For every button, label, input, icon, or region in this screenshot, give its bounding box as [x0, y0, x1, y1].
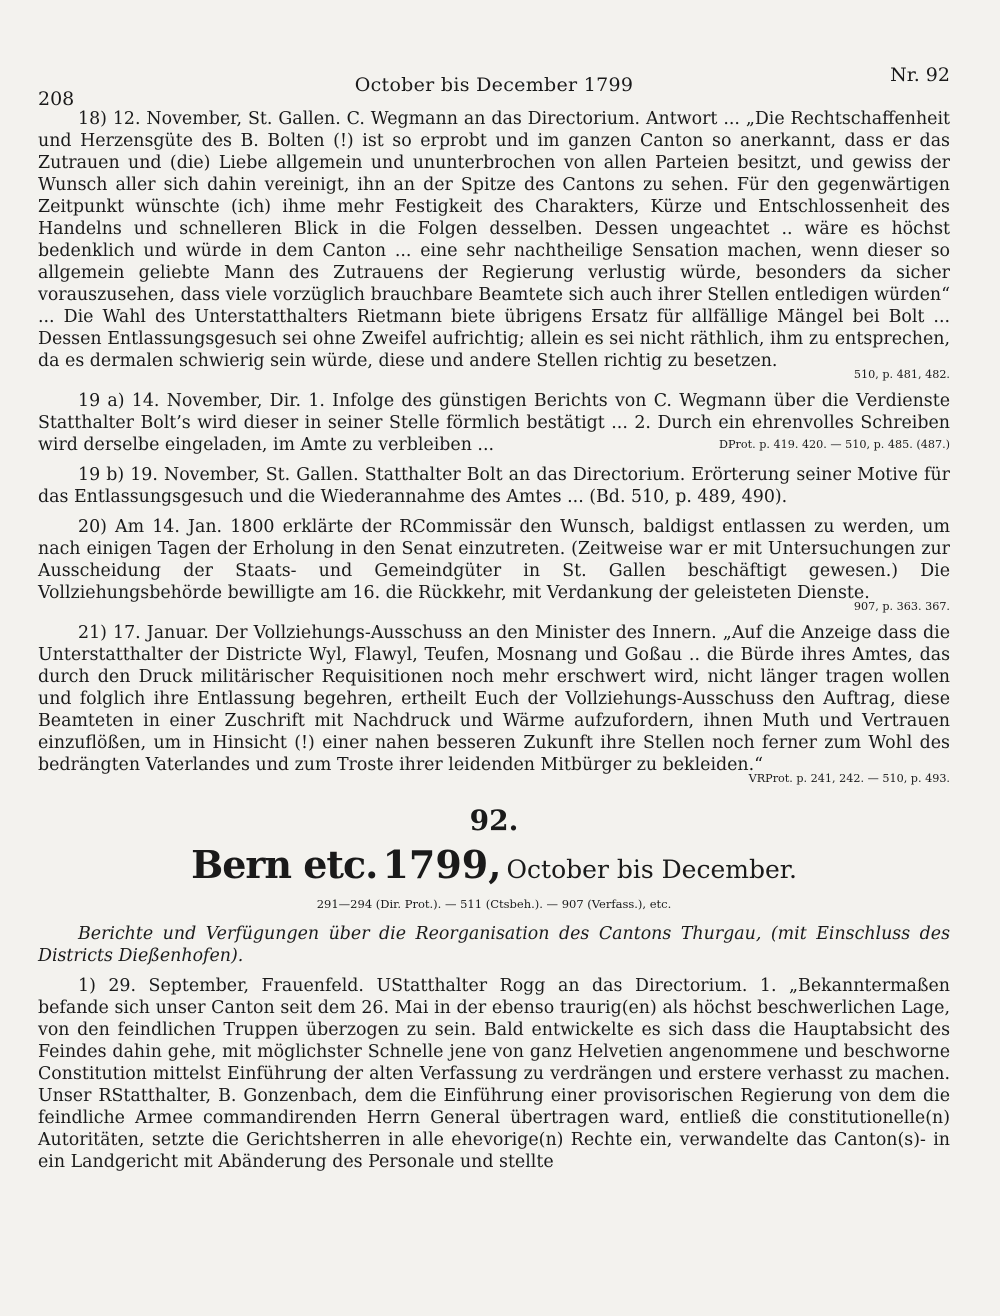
section-period: October bis December. [506, 855, 797, 884]
paragraph-text: 19 b) 19. November, St. Gallen. Statthalter Bolt an das Directorium. Erörterung seiner Motive für das Entlassungsgesuch und die Wiederannahme des Amtes ... (Bd. 510, p. 489, 490). [38, 465, 950, 507]
source-reference: 907, p. 363. 367. [853, 600, 950, 613]
paragraph-19a [38, 390, 950, 456]
section-paragraph-1: 1) 29. September, Frauenfeld. UStatthalter Rogg an das Directorium. 1. „Bekanntermaßen befande sich unser Canton seit dem 26. Mai in der ebenso traurig(en) als höchst beschwerlichen Lage, von den feindlichen Truppen überzogen zu sein. Bald entwickelte es sich dass die Hauptabsicht des Feindes dahin gehe, mit möglichster Schnelle jene von ganz Helvetien angenommene und beschworne Constitution mittelst Einführung der alten Verfassung zu verdrängen und erstere verhasst zu machen. Unser RStatthalter, B. Gonzenbach, dem die Einführung einer provisorischen Regierung von dem die feindliche Armee commandirenden Herrn General übertragen ward, entließ die constitutionelle(n) Autoritäten, setzte die Gerichtsherren in alle ehevorige(n) Rechte ein, verwandelte das Canton(s)- in ein Landgericht mit Abänderung des Personale und stellte [38, 976, 950, 1172]
section-number: 92. [469, 804, 519, 837]
paragraph-20 [38, 516, 950, 614]
running-title: October bis December 1799 [354, 74, 634, 96]
paragraph-text: 21) 17. Januar. Der Vollziehungs-Ausschuss an den Minister des Innern. „Auf die Anzeige dass die Unterstatthalter der Districte Wyl, Flawyl, Teufen, Mosnang und Goßau .. die Bürde ihres Amtes, das durch den Druck militärischer Requisitionen noch mehr erschwert wird, nicht länger tragen wollen und folglich ihre Entlassung begehren, ertheilt Euch der Vollziehungs-Ausschuss den Auftrag, diese Beamteten in einer Zuschrift mit Nachdruck und Wärme aufzufordern, ihnen Muth und Vertrauen einzuflößen, um in Hinsicht (!) einer nahen besseren Zukunft ihre Stellen noch ferner zum Wohl des bedrängten Vaterlandes und zum Troste ihrer leidenden Mitbürger zu bekleiden.“ [38, 623, 950, 775]
section-subtitle: Berichte und Verfügungen über die Reorganisation des Cantons Thurgau, (mit Einschluss des Districts Dießenhofen). [38, 924, 950, 966]
paragraph-21 [38, 622, 950, 786]
document-number: Nr. 92 [890, 64, 950, 86]
source-reference: 510, p. 481, 482. [853, 368, 950, 381]
section-place: Bern etc. [191, 842, 378, 887]
paragraph-18 [38, 108, 950, 382]
source-reference: DProt. p. 419. 420. — 510, p. 485. (487.) [719, 438, 950, 451]
page-number: 208 [38, 88, 75, 110]
paragraph-text: 18) 12. November, St. Gallen. C. Wegmann an das Directorium. Antwort ... „Die Rechtschaffenheit und Herzensgüte des B. Bolten (!) ist so erprobt und im ganzen Canton so anerkannt, dass er das Zutrauen und (die) Liebe allgemein und ununterbrochen von allen Parteien besitzt, und gewiss der Wunsch aller sich dahin vereinigt, ihn an der Spitze des Cantons zu sehen. Für den gegenwärtigen Zeitpunkt wünschte (ich) ihme mehr Festigkeit des Charakters, Kürze und Entschlossenheit des Handelns und schnelleren Blick in die Folgen desselben. Dessen ungeachtet .. wäre es höchst bedenklich und würde in dem Canton ... eine sehr nachtheilige Sensation machen, wenn dieser so allgemein geliebte Mann des Zutrauens der Regierung verlustig würde, besonders da sicher vorauszusehen, dass viele vorzüglich brauchbare Beamtete sich auch ihrer Stellen entledigen würden“ ... Die Wahl des Unterstatthalters Rietmann biete übrigens Ersatz für allfällige Mängel bei Bolt ... Dessen Entlassungsgesuch sei ohne Zweifel aufrichtig; allein es sei nicht räthlich, ihm zu entsprechen, da es dermalen schwierig sein würde, diese und andere Stellen richtig zu besetzen. [38, 109, 950, 371]
source-reference: VRProt. p. 241, 242. — 510, p. 493. [748, 772, 950, 785]
paragraph-text: 19 a) 14. November, Dir. 1. Infolge des günstigen Berichts von C. Wegmann über die Verdienste Statthalter Bolt’s wird dieser in seiner Stelle förmlich bestätigt ... 2. Durch ein ehrenvolles Schreiben wird derselbe eingeladen, im Amte zu verbleiben ... [38, 391, 950, 455]
page-header [38, 64, 950, 110]
paragraph-19b [38, 464, 950, 508]
section-sources: 291—294 (Dir. Prot.). — 511 (Ctsbeh.). — 907 (Verfass.), etc. [316, 897, 672, 911]
paragraph-text: 20) Am 14. Jan. 1800 erklärte der RCommissär den Wunsch, baldigst entlassen zu werden, um nach einigen Tagen der Erholung in den Senat einzutreten. (Zeitweise war er mit Untersuchungen zur Ausscheidung der Staats- und Gemeindgüter in St. Gallen beschäftigt gewesen.) Die Vollziehungsbehörde bewilligte am 16. die Rückkehr, mit Verdankung der geleisteten Dienste. [38, 517, 950, 603]
section-year: 1799, [382, 842, 502, 887]
section-title [38, 842, 950, 893]
